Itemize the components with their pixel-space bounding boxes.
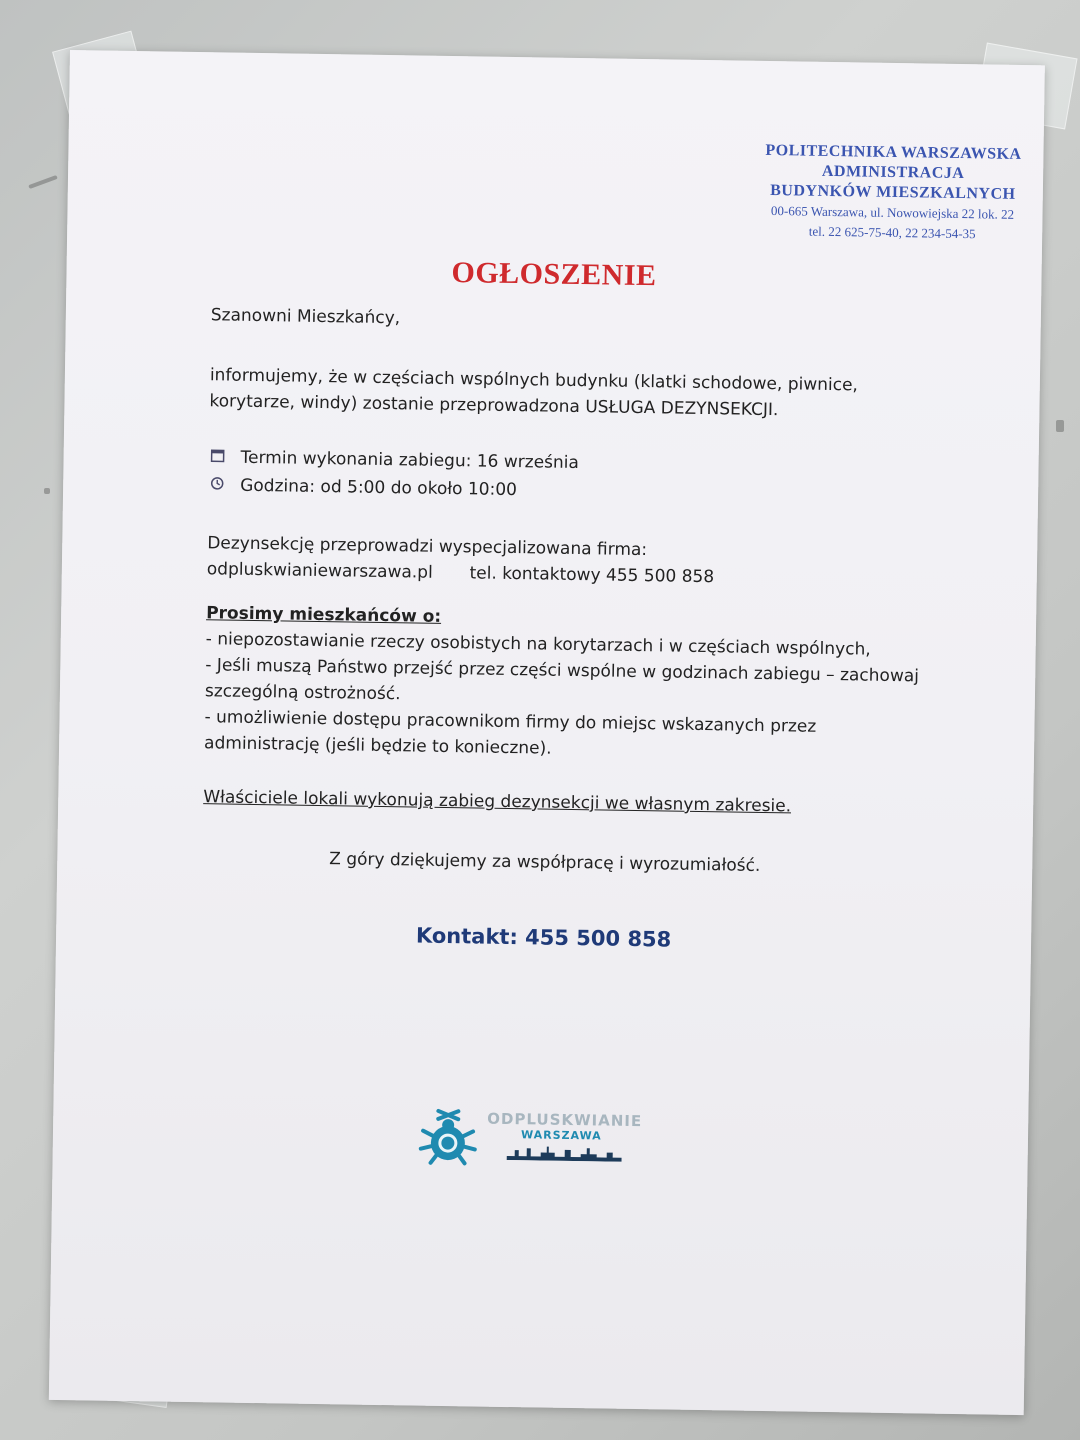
clock-icon	[208, 472, 226, 498]
company-line1: Dezynsekcję przeprowadzi wyspecjalizowana firma:	[207, 533, 648, 561]
requests-line5: administrację (jeśli będzie to konieczne).	[203, 733, 552, 759]
intro-line2: korytarze, windy) zostanie przeprowadzona USŁUGA DEZYNSEKCJI.	[209, 391, 779, 421]
intro-line1: informujemy, że w częściach wspólnych budynku (klatki schodowe, piwnice,	[209, 365, 859, 396]
intro-paragraph	[209, 362, 910, 425]
requests-section	[204, 600, 926, 767]
company-phone: tel. kontaktowy 455 500 858	[469, 563, 715, 588]
notice-sheet	[49, 50, 1045, 1415]
company-logo	[412, 1101, 653, 1175]
letterhead-org-line3: BUDYNKÓW MIESZKALNYCH	[770, 182, 1016, 203]
bullet-time: Godzina: od 5:00 do około 10:00	[240, 475, 518, 501]
letterhead-org-line1: POLITECHNIKA WARSZAWSKA	[765, 141, 1022, 163]
letterhead-phone: tel. 22 625-75-40, 22 234-54-35	[808, 223, 976, 242]
owners-note: Właściciele lokali wykonują zabieg dezynsekcji we własnym zakresie.	[203, 787, 792, 817]
notice-title: OGŁOSZENIE	[451, 256, 657, 293]
bug-icon	[412, 1101, 483, 1172]
company-website: odpluskwianiewarszawa.pl	[206, 559, 433, 583]
contact-line: Kontakt: 455 500 858	[415, 923, 672, 952]
skyline-icon	[507, 1144, 622, 1162]
thanks-line: Z góry dziękujemy za współpracę i wyrozumiałość.	[329, 849, 761, 876]
requests-line2: - Jeśli muszą Państwo przejść przez części wspólne w godzinach zabiegu – zachowaj	[205, 655, 920, 687]
letterhead-org-line2: ADMINISTRACJA	[821, 162, 965, 183]
calendar-icon	[208, 444, 226, 470]
bullet-date: Termin wykonania zabiegu: 16 września	[240, 447, 580, 474]
greeting: Szanowni Mieszkańcy,	[210, 305, 401, 329]
logo-name-line1: ODPLUSKWIANIE	[487, 1109, 643, 1131]
requests-line4: - umożliwienie dostępu pracownikom firmy do miejsc wskazanych przez	[204, 707, 817, 737]
requests-line3: szczególną ostrożność.	[204, 681, 401, 705]
company-info	[207, 530, 908, 593]
schedule-list	[208, 444, 909, 509]
wall-mark	[28, 175, 58, 189]
logo-name-line2: WARSZAWA	[520, 1128, 602, 1143]
requests-heading: Prosimy mieszkańców o:	[206, 603, 442, 627]
wall-mark	[1056, 420, 1064, 432]
letterhead-stamp	[757, 141, 1029, 245]
requests-line1: - niepozostawianie rzeczy osobistych na korytarzach i w częściach wspólnych,	[205, 629, 871, 660]
wall-mark	[44, 488, 50, 494]
letterhead-address: 00-665 Warszawa, ul. Nowowiejska 22 lok. 22	[770, 203, 1015, 222]
